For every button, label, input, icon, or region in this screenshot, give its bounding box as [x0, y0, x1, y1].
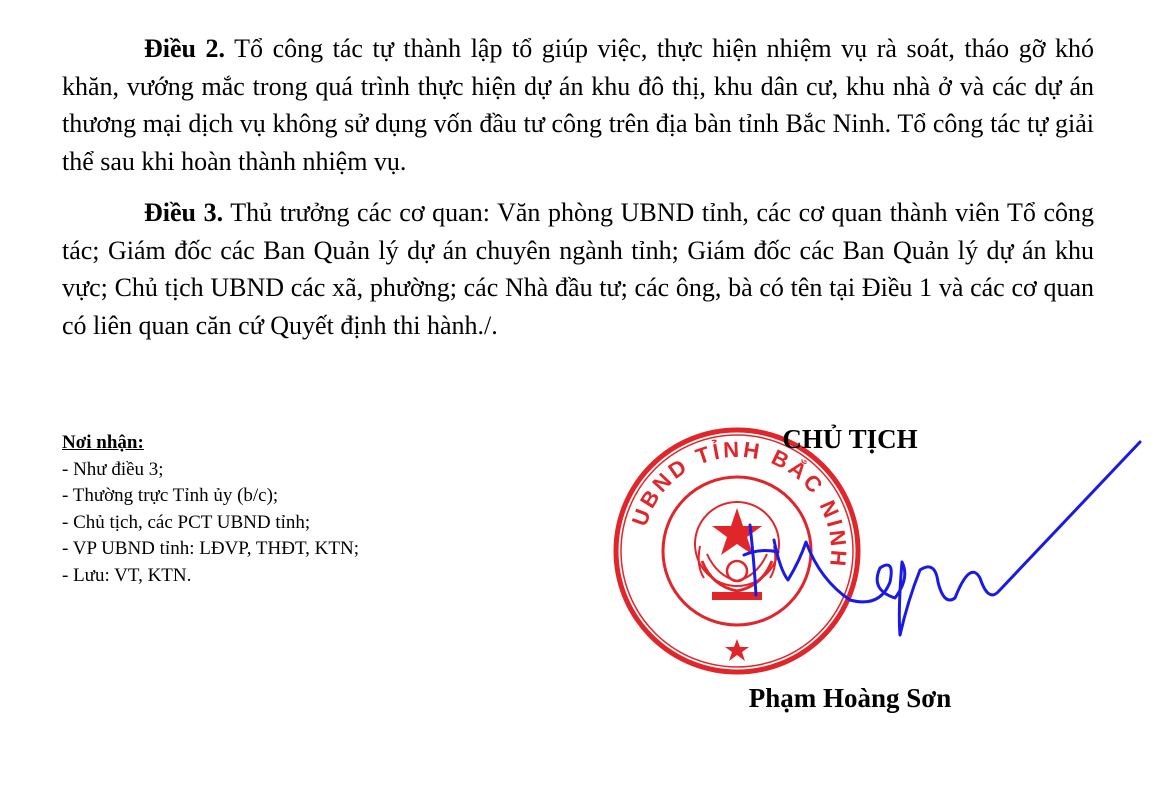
article-2 [62, 30, 1094, 180]
article-3 [62, 194, 1094, 344]
seal-ring-text: UBND TỈNH BẮC NINH [626, 436, 852, 571]
handwritten-signature-icon [730, 430, 1150, 650]
article-2-label: Điều 2. [144, 34, 226, 63]
recipient-line: - Như điều 3; [62, 458, 164, 480]
recipient-line: - VP UBND tỉnh: LĐVP, THĐT, KTN; [62, 538, 359, 559]
signer-title: CHỦ TỊCH [782, 424, 918, 454]
recipient-line: - Chủ tịch, các PCT UBND tỉnh; [62, 511, 311, 533]
article-3-text: Thủ trưởng các cơ quan: Văn phòng UBND tỉnh, các cơ quan thành viên Tổ công tác; Giám đốc các Ban Quản lý dự án chuyên ngành tỉnh; Giám đốc các Ban Quản lý dự án khu vực; Chủ tịch UBND các xã, phường; các Nhà đầu tư; các ông, bà có tên tại Điều 1 và các cơ quan có liên quan căn cứ Quyết định thi hành./. [62, 198, 1095, 340]
recipients-heading: Nơi nhận: [62, 432, 144, 453]
recipient-line: - Lưu: VT, KTN. [62, 564, 192, 586]
article-3-label: Điều 3. [144, 198, 224, 227]
signer-name: Phạm Hoàng Sơn [748, 683, 952, 713]
article-2-text: Tổ công tác tự thành lập tổ giúp việc, thực hiện nhiệm vụ rà soát, tháo gỡ khó khăn, vướng mắc trong quá trình thực hiện dự án khu đô thị, khu dân cư, khu nhà ở và các dự án thương mại dịch vụ không sử dụng vốn đầu tư công trên địa bàn tỉnh Bắc Ninh. Tổ công tác tự giải thể sau khi hoàn thành nhiệm vụ. [62, 34, 1094, 176]
recipient-line: - Thường trực Tỉnh ủy (b/c); [62, 485, 279, 506]
recipients-block [62, 430, 562, 589]
